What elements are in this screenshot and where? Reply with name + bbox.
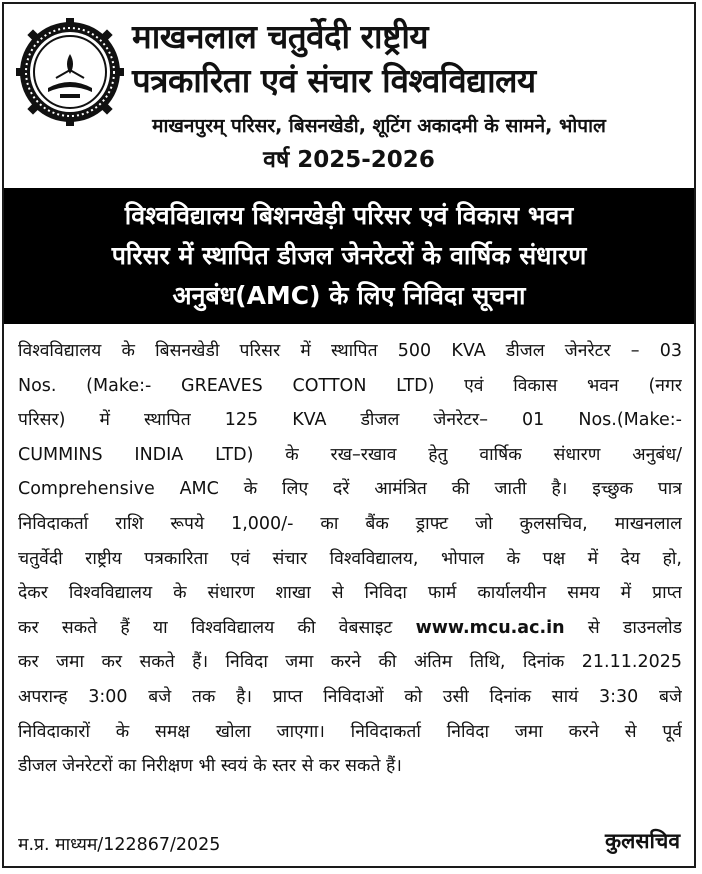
body-line: अपरान्ह 3:00 बजे तक है। प्राप्त निविदाओं को उसी दिनांक सायं 3:30 बजे bbox=[18, 686, 682, 707]
banner-line: विश्वविद्यालय बिशनखेड़ी परिसर एवं विकास भवन bbox=[124, 201, 574, 230]
body-line: विश्वविद्यालय के बिसनखेडी परिसर में स्थापित 500 KVA डीजल जेनरेटर – 03 bbox=[18, 341, 682, 361]
release-reference: म.प्र. माध्यम/122867/2025 bbox=[18, 835, 221, 855]
body-line: परिसर) में स्थापित 125 KVA डीजल जेनरेटर– 01 Nos.(Make:- bbox=[18, 410, 682, 431]
university-title-line2: पत्रकारिता एवं संचार विश्वविद्यालय bbox=[132, 61, 536, 100]
body-line: निविदाकारों के समक्ष खोला जाएगा। निविदाकर्ता निविदा जमा करने से पूर्व bbox=[18, 721, 682, 742]
university-emblem-icon bbox=[16, 18, 124, 126]
banner-line: परिसर में स्थापित डीजल जेनरेटरों के वार्षिक संधारण bbox=[111, 241, 587, 270]
body-line-part: कर सकते हैं या विश्वविद्यालय की वेबसाइट bbox=[18, 617, 393, 638]
body-line-with-url bbox=[18, 611, 682, 646]
university-address: माखनपुरम् परिसर, बिसनखेडी, शूटिंग अकादमी के सामने, भोपाल bbox=[152, 115, 606, 137]
body-line: डीजल जेनरेटरों का निरीक्षण भी स्वयं के स्तर से कर सकते हैं। bbox=[18, 756, 402, 777]
body-line: चतुर्वेदी राष्ट्रीय पत्रकारिता एवं संचार विश्वविद्यालय, भोपाल के पक्ष में देय हो, bbox=[18, 548, 682, 569]
body-line: निविदाकर्ता राशि रूपये 1,000/- का बैंक ड्राफ्ट जो कुलसचिव, माखनलाल bbox=[18, 513, 682, 534]
notice-heading-banner bbox=[4, 188, 694, 324]
notice-header bbox=[4, 4, 694, 188]
signatory: कुलसचिव bbox=[604, 829, 680, 853]
notice-body bbox=[18, 334, 682, 784]
tender-notice bbox=[2, 2, 696, 868]
banner-line: अनुबंध(AMC) के लिए निविदा सूचना bbox=[172, 281, 526, 310]
body-line: CUMMINS INDIA LTD) के रख–रखाव हेतु वार्षिक संधारण अनुबंध/ bbox=[18, 444, 682, 465]
body-line: Comprehensive AMC के लिए दरें आमंत्रित की जाती है। इच्छुक पात्र bbox=[18, 479, 682, 500]
academic-year: वर्ष 2025-2026 bbox=[263, 147, 435, 173]
body-line: Nos. (Make:- GREAVES COTTON LTD) एवं विकास भवन (नगर bbox=[18, 375, 682, 396]
university-title-line1: माखनलाल चतुर्वेदी राष्ट्रीय bbox=[132, 17, 429, 56]
website-link[interactable]: www.mcu.ac.in bbox=[415, 617, 565, 638]
body-line: कर जमा कर सकते हैं। निविदा जमा करने की अंतिम तिथि, दिनांक 21.11.2025 bbox=[18, 652, 682, 673]
body-line: देकर विश्वविद्यालय के संधारण शाखा से निविदा फार्म कार्यालयीन समय में प्राप्त bbox=[18, 583, 682, 604]
body-line-part: से डाउनलोड bbox=[587, 617, 682, 638]
